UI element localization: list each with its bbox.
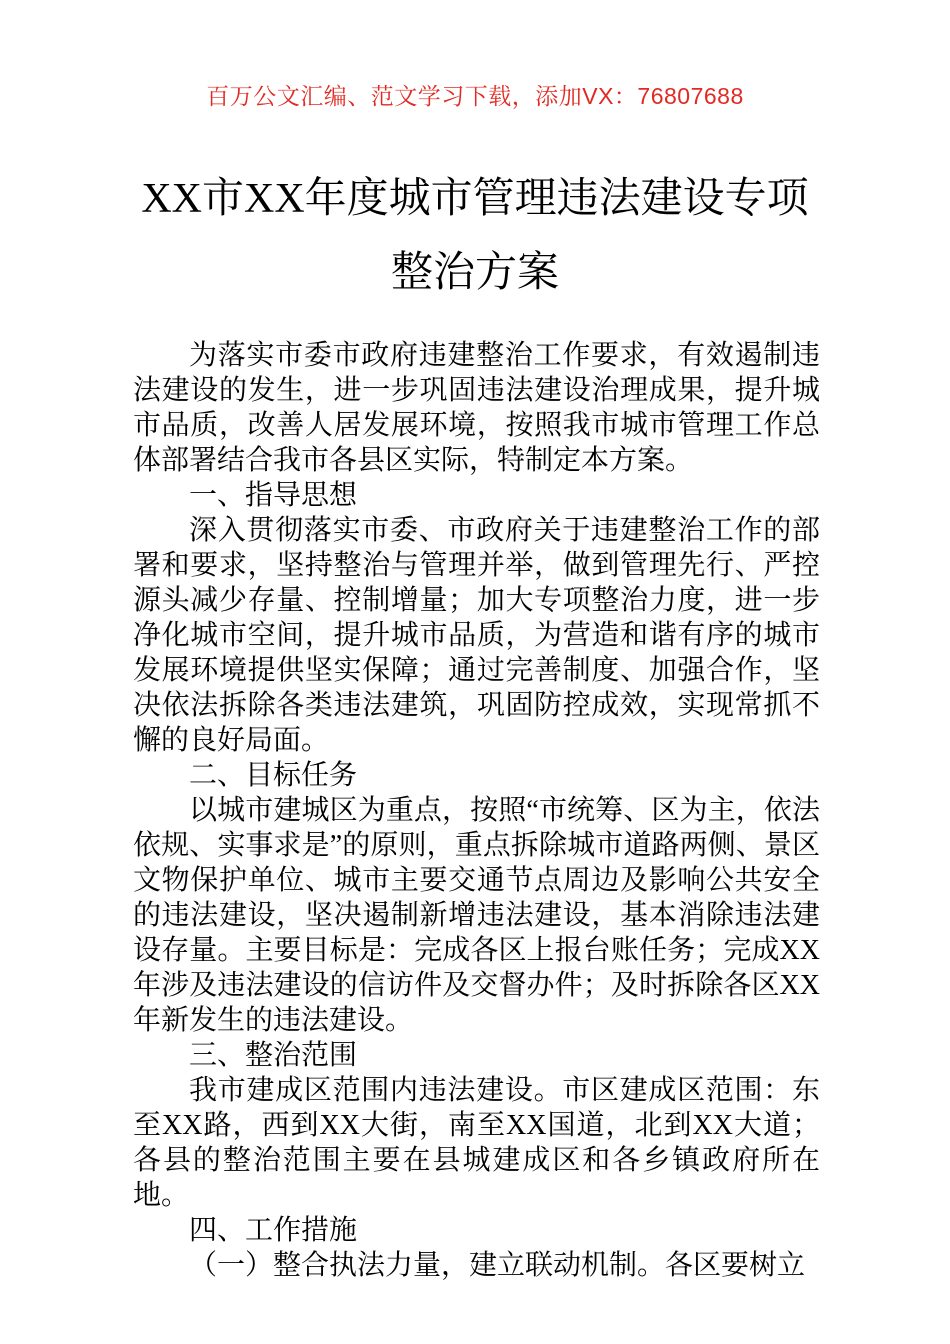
document-body [133, 338, 820, 1283]
section-1-paragraph: 深入贯彻落实市委、市政府关于违建整治工作的部署和要求，坚持整治与管理并举，做到管理先行、严控源头减少存量、控制增量；加大专项整治力度，进一步净化城市空间，提升城市品质，为营造和谐有序的城市发展环境提供坚实保障；通过完善制度、加强合作，坚决依法拆除各类违法建筑，巩固防控成效，实现常抓不懈的良好局面。 [133, 515, 820, 756]
document-title: XX市XX年度城市管理违法建设专项整治方案 [141, 176, 809, 296]
promo-notice: 百万公文汇编、范文学习下载，添加VX：76807688 [206, 83, 744, 109]
section-heading-1: 一、指导思想 [189, 480, 358, 511]
section-4-paragraph: （一）整合执法力量，建立联动机制。各区要树立 [189, 1250, 806, 1281]
section-2-paragraph: 以城市建城区为重点，按照“市统筹、区为主，依法依规、实事求是”的原则，重点拆除城市道路两侧、景区文物保护单位、城市主要交通节点周边及影响公共安全的违法建设，坚决遏制新增违法建设，基本消除违法建设存量。主要目标是：完成各区上报台账任务；完成XX年涉及违法建设的信访件及交督办件；及时拆除各区XX年新发生的违法建设。 [133, 795, 820, 1036]
section-heading-2: 二、目标任务 [189, 760, 358, 791]
intro-paragraph: 为落实市委市政府违建整治工作要求，有效遏制违法建设的发生，进一步巩固违法建设治理成果，提升城市品质，改善人居发展环境，按照我市城市管理工作总体部署结合我市各县区实际，特制定本方案。 [133, 340, 820, 476]
section-3-paragraph: 我市建成区范围内违法建设。市区建成区范围：东至XX路，西到XX大街，南至XX国道，北到XX大道；各县的整治范围主要在县城建成区和各乡镇政府所在地。 [133, 1075, 820, 1211]
section-heading-4: 四、工作措施 [189, 1215, 358, 1246]
section-heading-3: 三、整治范围 [189, 1040, 358, 1071]
